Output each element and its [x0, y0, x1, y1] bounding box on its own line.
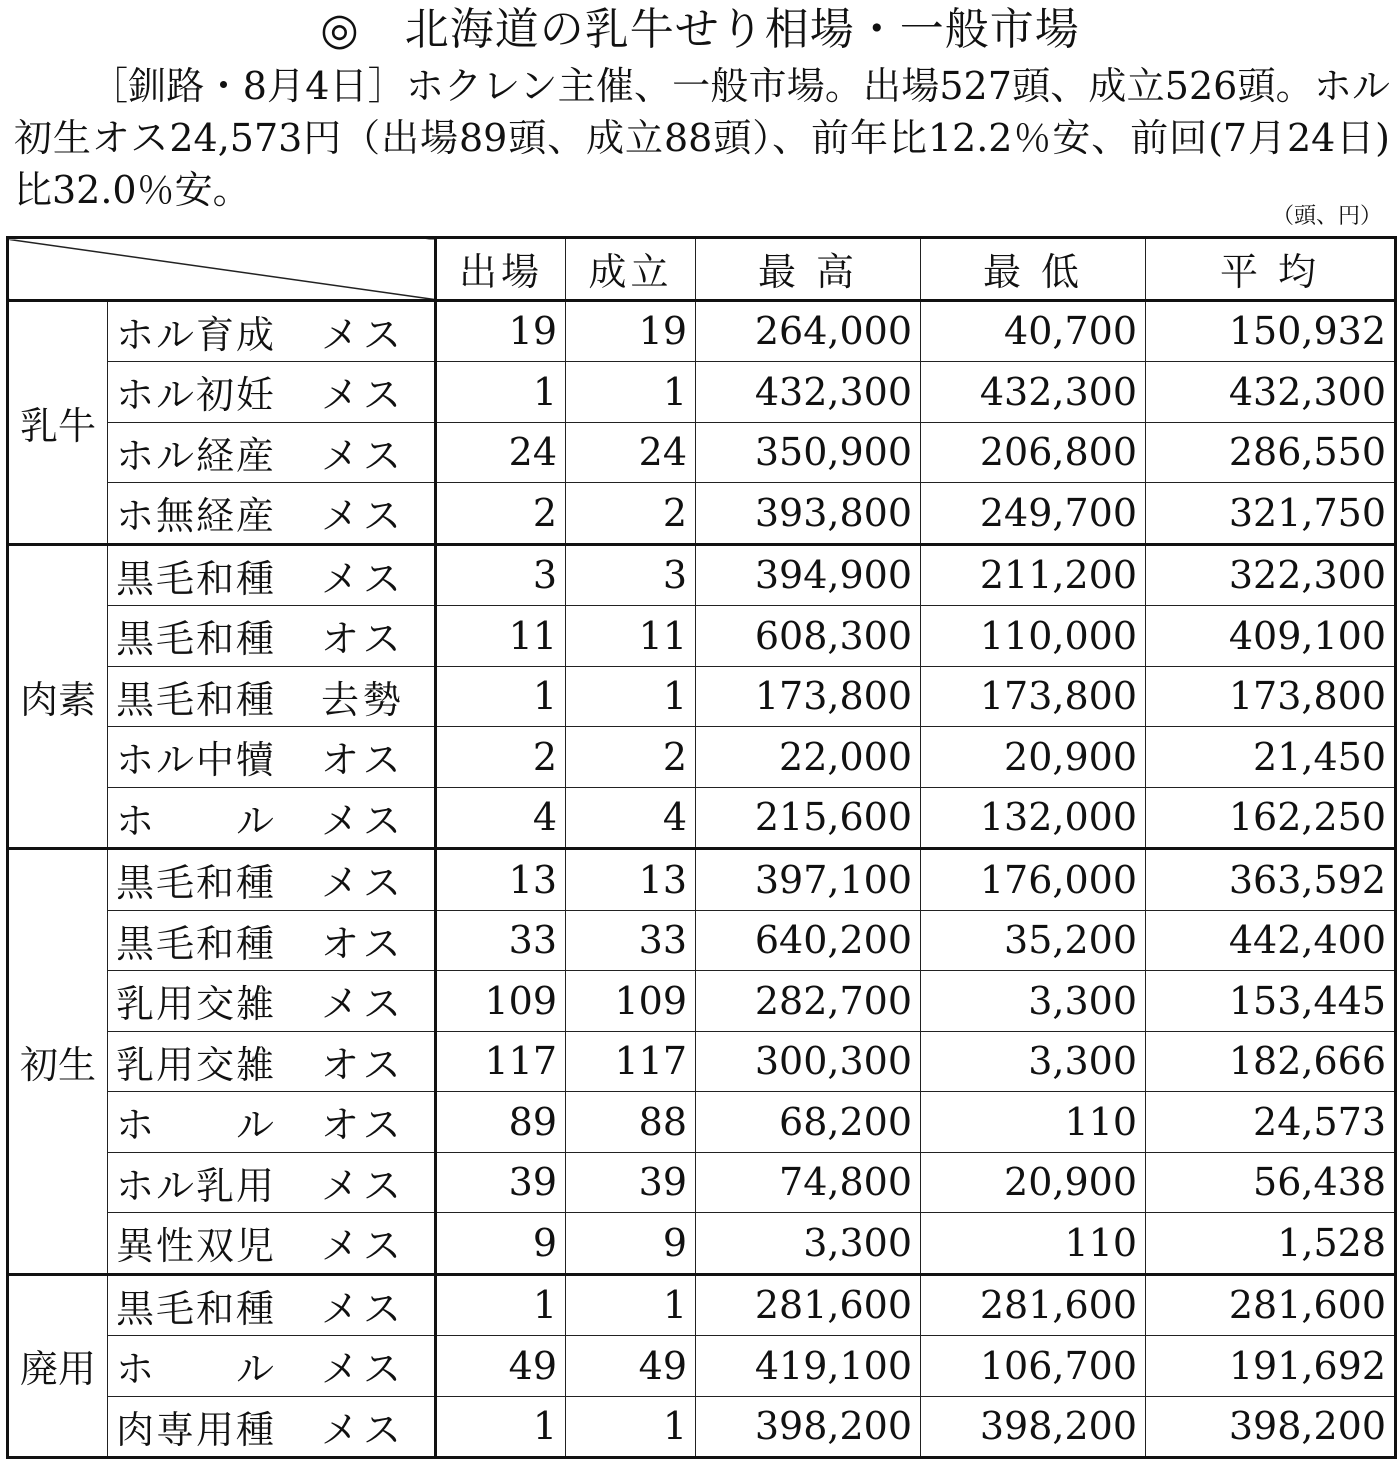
price-avg-cell: 153,445 [1146, 971, 1396, 1032]
count-shutsujo-cell: 4 [436, 787, 566, 849]
price-avg-cell: 321,750 [1146, 483, 1396, 545]
breed-label: 乳用交雑 [116, 1042, 277, 1087]
price-avg-cell: 21,450 [1146, 727, 1396, 788]
table-row [8, 727, 1396, 788]
price-min-cell: 20,900 [921, 1152, 1146, 1213]
count-seiritsu-cell: 117 [566, 1031, 696, 1092]
auction-price-table [6, 236, 1397, 1459]
count-seiritsu-cell: 109 [566, 971, 696, 1032]
count-seiritsu-cell: 1 [566, 1274, 696, 1336]
price-avg-cell: 191,692 [1146, 1336, 1396, 1397]
table-row [8, 910, 1396, 971]
page-title: ◎ 北海道の乳牛せり相場・一般市場 [320, 4, 1080, 55]
table-body [8, 300, 1396, 1458]
table-row [8, 1213, 1396, 1275]
count-seiritsu-cell: 19 [566, 300, 696, 362]
count-seiritsu-cell: 88 [566, 1092, 696, 1153]
count-seiritsu-cell: 13 [566, 849, 696, 911]
breed-label: ホ ル [116, 798, 277, 843]
table-row [8, 362, 1396, 423]
sex-label: メス [321, 373, 406, 418]
sex-label: メス [321, 1347, 406, 1392]
price-min-cell: 173,800 [921, 666, 1146, 727]
sex-label: メス [321, 861, 406, 906]
sex-label: メス [321, 1163, 406, 1208]
price-avg-cell: 442,400 [1146, 910, 1396, 971]
count-seiritsu-cell: 2 [566, 727, 696, 788]
price-avg-cell: 409,100 [1146, 606, 1396, 667]
price-avg-cell: 363,592 [1146, 849, 1396, 911]
breed-sex-cell [108, 300, 436, 362]
header-seiritsu: 成立 [566, 238, 696, 301]
breed-label: ホル中犢 [116, 738, 277, 783]
count-seiritsu-cell: 24 [566, 422, 696, 483]
breed-sex-cell [108, 727, 436, 788]
sex-label: メス [321, 1286, 406, 1331]
category-cell: 乳牛 [8, 300, 108, 544]
breed-sex-cell [108, 1092, 436, 1153]
table-row [8, 544, 1396, 606]
table-row [8, 1274, 1396, 1336]
price-avg-cell: 150,932 [1146, 300, 1396, 362]
count-shutsujo-cell: 1 [436, 1274, 566, 1336]
price-min-cell: 398,200 [921, 1396, 1146, 1458]
table-row [8, 483, 1396, 545]
breed-sex-cell [108, 1213, 436, 1275]
price-max-cell: 394,900 [696, 544, 921, 606]
count-seiritsu-cell: 1 [566, 1396, 696, 1458]
count-seiritsu-cell: 11 [566, 606, 696, 667]
breed-sex-cell [108, 362, 436, 423]
count-shutsujo-cell: 109 [436, 971, 566, 1032]
count-seiritsu-cell: 1 [566, 666, 696, 727]
price-min-cell: 110,000 [921, 606, 1146, 667]
price-max-cell: 432,300 [696, 362, 921, 423]
price-min-cell: 110 [921, 1092, 1146, 1153]
header-avg: 平 均 [1146, 238, 1396, 301]
sex-label: メス [321, 1224, 406, 1269]
header-shutsujo: 出場 [436, 238, 566, 301]
price-max-cell: 397,100 [696, 849, 921, 911]
breed-label: ホ ル [116, 1347, 277, 1392]
count-seiritsu-cell: 49 [566, 1336, 696, 1397]
table-row [8, 422, 1396, 483]
breed-sex-cell [108, 971, 436, 1032]
table-row [8, 1092, 1396, 1153]
sex-label: 去勢 [321, 677, 406, 722]
price-avg-cell: 1,528 [1146, 1213, 1396, 1275]
price-min-cell: 40,700 [921, 300, 1146, 362]
price-max-cell: 608,300 [696, 606, 921, 667]
count-shutsujo-cell: 117 [436, 1031, 566, 1092]
price-max-cell: 350,900 [696, 422, 921, 483]
price-max-cell: 3,300 [696, 1213, 921, 1275]
price-min-cell: 249,700 [921, 483, 1146, 545]
price-min-cell: 3,300 [921, 971, 1146, 1032]
count-shutsujo-cell: 1 [436, 1396, 566, 1458]
count-shutsujo-cell: 33 [436, 910, 566, 971]
count-shutsujo-cell: 19 [436, 300, 566, 362]
price-avg-cell: 398,200 [1146, 1396, 1396, 1458]
price-max-cell: 173,800 [696, 666, 921, 727]
breed-sex-cell [108, 1152, 436, 1213]
sex-label: メス [321, 433, 406, 478]
breed-sex-cell [108, 606, 436, 667]
header-row [8, 238, 1396, 301]
sex-label: メス [321, 982, 406, 1027]
count-shutsujo-cell: 3 [436, 544, 566, 606]
price-min-cell: 281,600 [921, 1274, 1146, 1336]
breed-sex-cell [108, 1336, 436, 1397]
price-min-cell: 106,700 [921, 1336, 1146, 1397]
count-shutsujo-cell: 89 [436, 1092, 566, 1153]
price-min-cell: 20,900 [921, 727, 1146, 788]
breed-sex-cell [108, 849, 436, 911]
price-min-cell: 176,000 [921, 849, 1146, 911]
price-max-cell: 393,800 [696, 483, 921, 545]
price-avg-cell: 182,666 [1146, 1031, 1396, 1092]
sex-label: メス [321, 798, 406, 843]
price-max-cell: 419,100 [696, 1336, 921, 1397]
price-avg-cell: 56,438 [1146, 1152, 1396, 1213]
sex-label: メス [321, 556, 406, 601]
table-row [8, 1152, 1396, 1213]
unit-note: （頭、円） [1271, 204, 1382, 229]
sex-label: オス [321, 1042, 405, 1087]
breed-label: 乳用交雑 [116, 982, 277, 1027]
price-min-cell: 3,300 [921, 1031, 1146, 1092]
price-min-cell: 132,000 [921, 787, 1146, 849]
count-shutsujo-cell: 11 [436, 606, 566, 667]
price-min-cell: 211,200 [921, 544, 1146, 606]
price-max-cell: 300,300 [696, 1031, 921, 1092]
sex-label: オス [321, 1103, 405, 1148]
price-min-cell: 35,200 [921, 910, 1146, 971]
table-row [8, 1031, 1396, 1092]
count-seiritsu-cell: 33 [566, 910, 696, 971]
breed-label: 黒毛和種 [116, 677, 277, 722]
count-seiritsu-cell: 3 [566, 544, 696, 606]
breed-sex-cell [108, 787, 436, 849]
count-shutsujo-cell: 2 [436, 727, 566, 788]
category-cell: 廃用 [8, 1274, 108, 1458]
price-min-cell: 110 [921, 1213, 1146, 1275]
table-row [8, 1396, 1396, 1458]
header-min: 最 低 [921, 238, 1146, 301]
breed-label: ホル初妊 [116, 373, 277, 418]
table-row [8, 606, 1396, 667]
category-cell: 初生 [8, 849, 108, 1275]
price-max-cell: 74,800 [696, 1152, 921, 1213]
breed-sex-cell [108, 483, 436, 545]
count-shutsujo-cell: 2 [436, 483, 566, 545]
breed-sex-cell [108, 544, 436, 606]
lead-paragraph: ［釧路・8月4日］ホクレン主催、一般市場。出場527頭、成立526頭。ホル初生オス24,573円（出場89頭、成立88頭）、前年比12.2％安、前回(7月24日)比32.0％安。 [14, 64, 1390, 212]
breed-sex-cell [108, 1396, 436, 1458]
price-max-cell: 282,700 [696, 971, 921, 1032]
breed-label: ホ ル [116, 1103, 277, 1148]
sex-label: オス [321, 921, 405, 966]
breed-label: 肉専用種 [116, 1407, 277, 1452]
price-max-cell: 22,000 [696, 727, 921, 788]
count-shutsujo-cell: 1 [436, 666, 566, 727]
sex-label: メス [321, 312, 406, 357]
breed-label: ホル乳用 [116, 1163, 277, 1208]
header-max: 最 高 [696, 238, 921, 301]
price-min-cell: 432,300 [921, 362, 1146, 423]
count-shutsujo-cell: 39 [436, 1152, 566, 1213]
breed-label: 黒毛和種 [116, 921, 277, 966]
sex-label: オス [321, 617, 405, 662]
price-max-cell: 215,600 [696, 787, 921, 849]
count-shutsujo-cell: 24 [436, 422, 566, 483]
table-row [8, 300, 1396, 362]
breed-label: 黒毛和種 [116, 861, 277, 906]
breed-label: ホ無経産 [116, 494, 277, 539]
price-max-cell: 264,000 [696, 300, 921, 362]
table-row [8, 1336, 1396, 1397]
table-row [8, 849, 1396, 911]
table-row [8, 666, 1396, 727]
header-corner [8, 238, 436, 301]
breed-sex-cell [108, 910, 436, 971]
breed-label: ホル育成 [116, 312, 277, 357]
count-shutsujo-cell: 49 [436, 1336, 566, 1397]
breed-sex-cell [108, 666, 436, 727]
price-avg-cell: 173,800 [1146, 666, 1396, 727]
price-avg-cell: 162,250 [1146, 787, 1396, 849]
table-row [8, 971, 1396, 1032]
table-row [8, 787, 1396, 849]
price-max-cell: 398,200 [696, 1396, 921, 1458]
price-avg-cell: 322,300 [1146, 544, 1396, 606]
price-avg-cell: 286,550 [1146, 422, 1396, 483]
sex-label: オス [321, 738, 405, 783]
category-cell: 肉素 [8, 544, 108, 849]
breed-label: 黒毛和種 [116, 617, 277, 662]
count-seiritsu-cell: 4 [566, 787, 696, 849]
sex-label: メス [321, 494, 406, 539]
breed-sex-cell [108, 1274, 436, 1336]
breed-label: 黒毛和種 [116, 1286, 277, 1331]
price-max-cell: 68,200 [696, 1092, 921, 1153]
count-seiritsu-cell: 1 [566, 362, 696, 423]
count-shutsujo-cell: 1 [436, 362, 566, 423]
count-shutsujo-cell: 13 [436, 849, 566, 911]
breed-label: ホル経産 [116, 433, 277, 478]
price-avg-cell: 24,573 [1146, 1092, 1396, 1153]
sex-label: メス [321, 1407, 406, 1452]
count-seiritsu-cell: 39 [566, 1152, 696, 1213]
breed-label: 異性双児 [116, 1224, 277, 1269]
price-avg-cell: 281,600 [1146, 1274, 1396, 1336]
count-seiritsu-cell: 2 [566, 483, 696, 545]
breed-sex-cell [108, 422, 436, 483]
price-avg-cell: 432,300 [1146, 362, 1396, 423]
count-shutsujo-cell: 9 [436, 1213, 566, 1275]
price-max-cell: 281,600 [696, 1274, 921, 1336]
breed-label: 黒毛和種 [116, 556, 277, 601]
count-seiritsu-cell: 9 [566, 1213, 696, 1275]
breed-sex-cell [108, 1031, 436, 1092]
price-max-cell: 640,200 [696, 910, 921, 971]
price-min-cell: 206,800 [921, 422, 1146, 483]
